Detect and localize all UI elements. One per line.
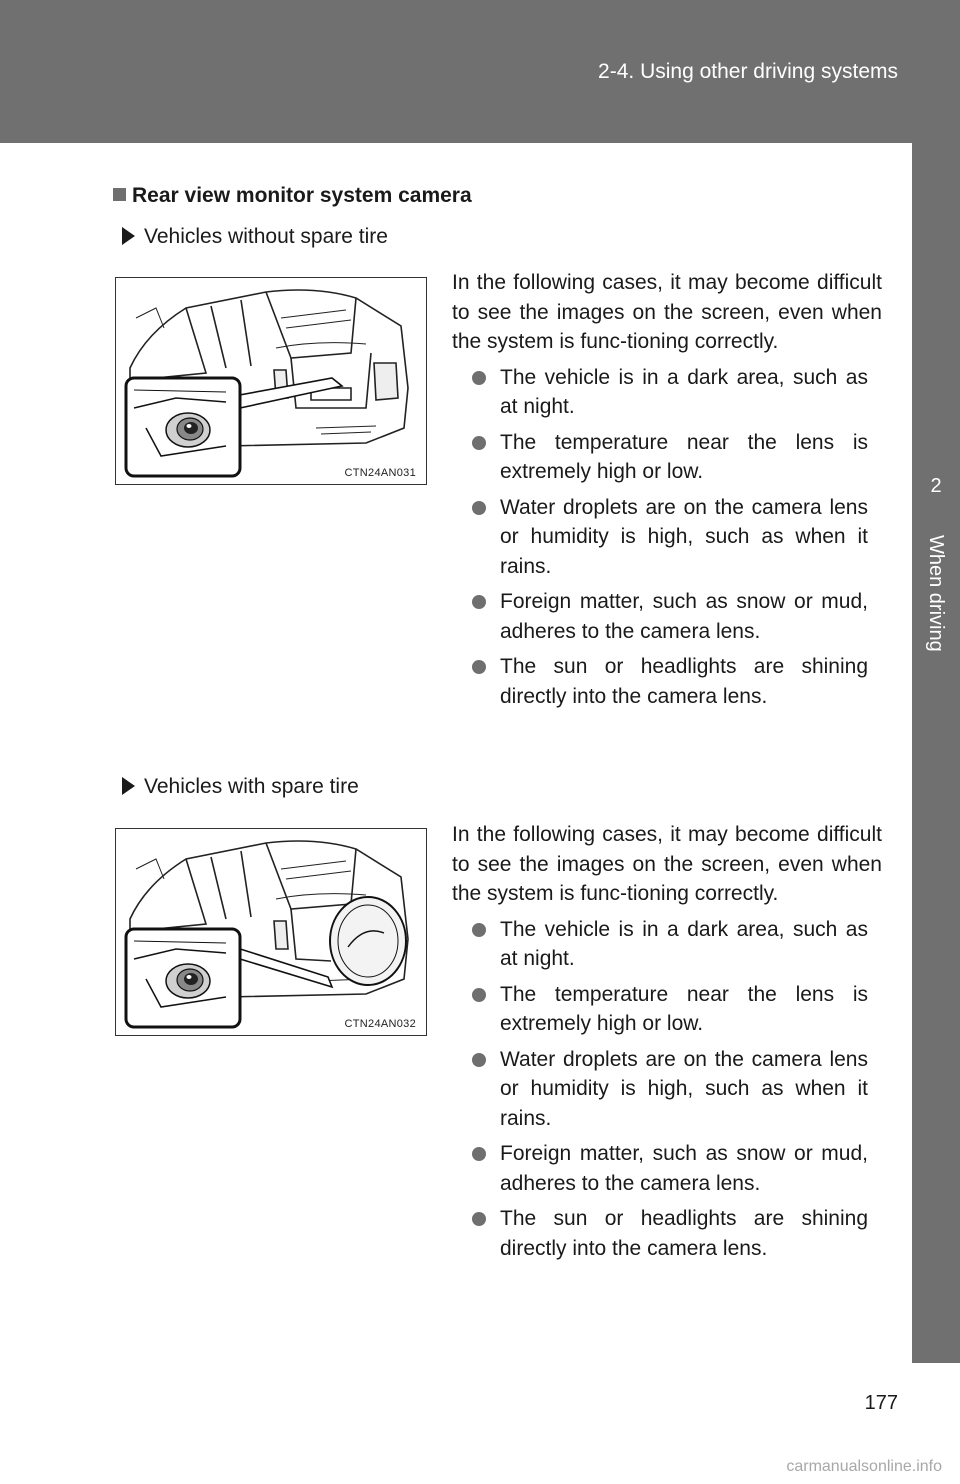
list-item: The sun or headlights are shining directly into the camera lens. (452, 652, 868, 711)
page-header (0, 0, 960, 143)
list-item: The temperature near the lens is extremely high or low. (452, 980, 868, 1039)
list-item: The vehicle is in a dark area, such as at night. (452, 915, 868, 974)
figure-code: CTN24AN031 (344, 467, 416, 479)
triangle-pointer-icon (122, 777, 135, 795)
variant-label-without-spare (122, 225, 388, 249)
list-item: The sun or headlights are shining directly into the camera lens. (452, 1204, 868, 1263)
bullet-dot-icon (472, 595, 486, 609)
bullet-dot-icon (472, 1147, 486, 1161)
figure-code: CTN24AN032 (344, 1018, 416, 1030)
conditions-list (452, 363, 882, 712)
list-item: Water droplets are on the camera lens or humidity is high, such as when it rains. (452, 493, 868, 582)
bullet-dot-icon (472, 436, 486, 450)
page-number: 177 (864, 1392, 898, 1414)
section-heading-text: Rear view monitor system camera (132, 184, 472, 207)
intro-paragraph: In the following cases, it may become difficult to see the images on the screen, even when the system is func-tioning correctly. (452, 271, 882, 353)
chapter-side-tab (912, 143, 960, 1363)
bullet-dot-icon (472, 923, 486, 937)
chapter-title: 2-4. Using other driving systems (598, 60, 898, 83)
suv-rear-camera-drawing (116, 278, 426, 484)
list-item: The temperature near the lens is extremely high or low. (452, 428, 868, 487)
bullet-dot-icon (472, 371, 486, 385)
chapter-label: When driving (925, 535, 947, 652)
bullet-dot-icon (472, 501, 486, 515)
variant-text-without-spare (452, 268, 882, 711)
camera-illustration-without-spare (115, 277, 427, 485)
bullet-dot-icon (472, 1212, 486, 1226)
chapter-number: 2 (930, 475, 942, 497)
intro-paragraph: In the following cases, it may become difficult to see the images on the screen, even when the system is func-tioning correctly. (452, 823, 882, 905)
section-heading (113, 184, 472, 208)
list-item: The vehicle is in a dark area, such as at night. (452, 363, 868, 422)
bullet-dot-icon (472, 1053, 486, 1067)
bullet-dot-icon (472, 988, 486, 1002)
bullet-dot-icon (472, 660, 486, 674)
variant-label-text: Vehicles with spare tire (144, 775, 359, 798)
camera-illustration-with-spare (115, 828, 427, 1036)
list-item: Foreign matter, such as snow or mud, adheres to the camera lens. (452, 587, 868, 646)
square-bullet-icon (113, 188, 126, 201)
suv-spare-tire-camera-drawing (116, 829, 426, 1035)
variant-text-with-spare (452, 820, 882, 1263)
variant-label-text: Vehicles without spare tire (144, 225, 388, 248)
triangle-pointer-icon (122, 227, 135, 245)
list-item: Water droplets are on the camera lens or humidity is high, such as when it rains. (452, 1045, 868, 1134)
conditions-list (452, 915, 882, 1264)
list-item: Foreign matter, such as snow or mud, adheres to the camera lens. (452, 1139, 868, 1198)
variant-label-with-spare (122, 775, 359, 799)
watermark-link[interactable]: carmanualsonline.info (786, 1458, 942, 1475)
